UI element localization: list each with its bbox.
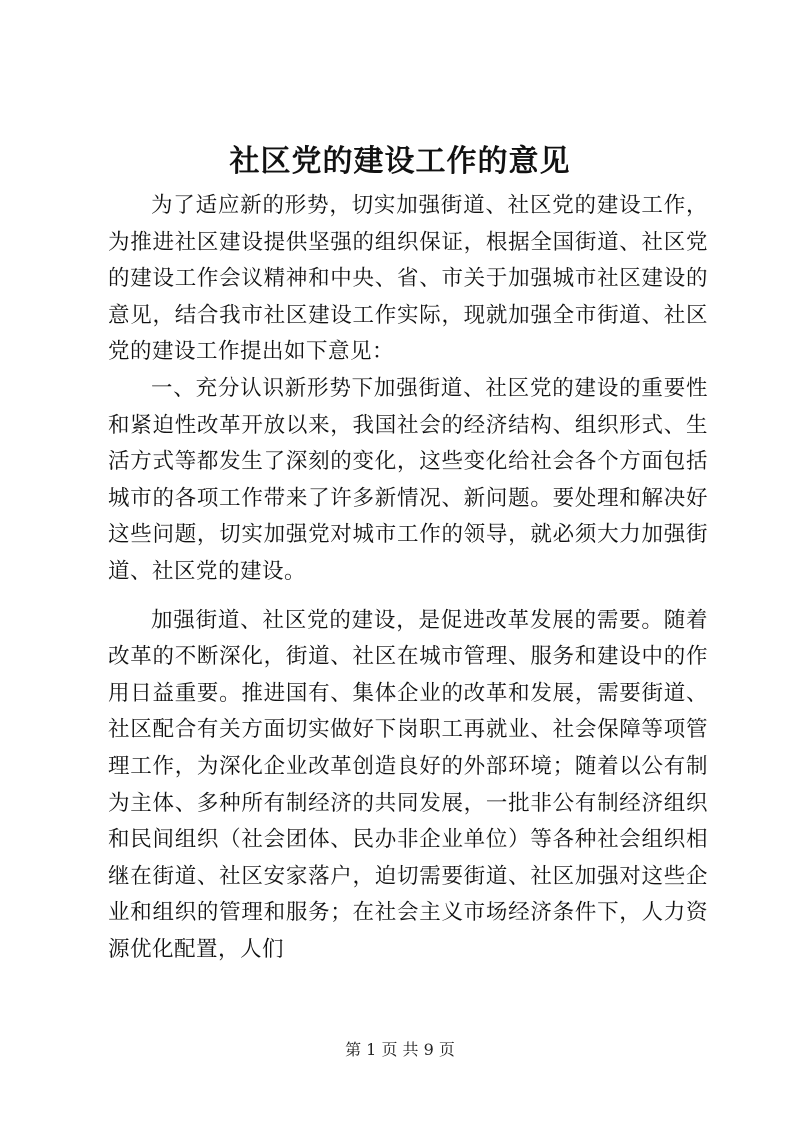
document-title: 社区党的建设工作的意见 [229, 144, 571, 179]
paragraph-reform-development: 加强街道、社区党的建设，是促进改革发展的需要。随着改革的不断深化，街道、社区在城市管理、服务和建设中的作用日益重要。推进国有、集体企业的改革和发展，需要街道、社区配合有关方面切实做好下岗职工再就业、社会保障等项管理工作，为深化企业改革创造良好的外部环境；随着以公有制为主体、多种所有制经济的共同发展，一批非公有制经济组织和民间组织（社会团体、民办非企业单位）等各种社会组织相继在街道、社区安家落户，迫切需要街道、社区加强对这些企业和组织的管理和服务；在社会主义市场经济条件下，人力资源优化配置，人们 [108, 607, 708, 962]
paragraph-section-one: 一、充分认识新形势下加强街道、社区党的建设的重要性和紧迫性改革开放以来，我国社会的经济结构、组织形式、生活方式等都发生了深刻的变化，这些变化给社会各个方面包括城市的各项工作带来了许多新情况、新问题。要处理和解决好这些问题，切实加强党对城市工作的领导，就必须大力加强街道、社区党的建设。 [108, 375, 708, 584]
paragraph-intro: 为了适应新的形势，切实加强街道、社区党的建设工作，为推进社区建设提供坚强的组织保证，根据全国街道、社区党的建设工作会议精神和中央、省、市关于加强城市社区建设的意见，结合我市社区建设工作实际，现就加强全市街道、社区党的建设工作提出如下意见： [108, 193, 708, 365]
document-body [108, 188, 708, 968]
page-number-footer: 第 1 页 共 9 页 [345, 1040, 455, 1059]
